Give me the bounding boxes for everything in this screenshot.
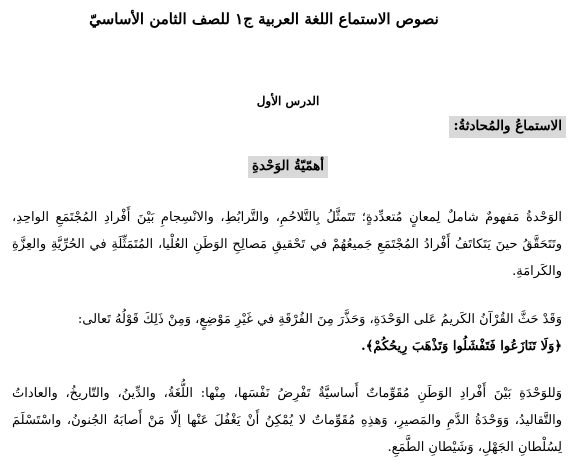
document-title: نصوص الاستماع اللغة العربية ج١ للصف الثامن الأساسيّ	[89, 10, 439, 28]
paragraph-2	[12, 306, 562, 360]
paragraph-1: الوَحْدةُ مَفهومٌ شاملٌ لِمعانٍ مُتعدِّدةٍ؛ تَتَمثَّلُ بِالتَّلاحُمِ، والتَّرابُطِ، والانْسِجامِ بَيْنَ أَفْرادِ المُجْتَمَعِ الواحِدِ، وتَتَحَقَّقُ حينَ يَتَكاتَفُ أَفْرادُ المُجْتَمَعِ جَميعُهُمْ في تَحْقيقِ مَصالِحِ الوَطَنِ العُلْيا، المُتَمَثِّلَةِ في الحُرِّيَّةِ والعِزَّةِ والكَرامَةِ.	[12, 210, 562, 279]
paragraph-2-text: وَقَدْ حَثَّ القُرْآنُ الكَريمُ عَلى الوَحْدَةِ، وَحَذَّرَ مِنَ الفُرْقَةِ في غَيْرِ مَوْضِعٍ، وَمِنْ ذَلِكَ قَوْلُهُ تَعالى:	[77, 312, 562, 327]
paragraph-3: وَللوَحْدَةِ بَيْنَ أَفْرادِ الوَطَنِ مُقَوِّماتٌ أَساسيَّةٌ تَفْرِضُ نَفْسَها، مِنْها: اللُّغَةُ، والدِّينُ، والتّاريخُ، والعاداتُ والتَّقاليدُ، وَوَحْدَةُ الدَّمِ والمَصيرِ، وَهذِهِ مُقَوِّماتٌ لا يُمْكِنُ أَنْ يَغْفُلَ عَنْها إلّا مَنْ أَصابَهُ الجُنونُ، واسْتَسْلَمَ لِسُلْطانِ الجَهْلِ، وَشَيْطانِ الطَّمَعِ.	[12, 386, 562, 455]
topic-title-row	[0, 155, 576, 174]
topic-title: أهمّيّةُ الوَحْدةِ	[248, 156, 328, 178]
lesson-title: الدرس الأول	[256, 94, 320, 108]
section-heading: الاستماعُ والمُحادثةُ:	[449, 116, 566, 138]
quran-quote: ﴿وَلَا تَنَازَعُوا فَتَفْشَلُوا وَتَذْهَبَ رِيحُكُمْ﴾.	[361, 339, 562, 354]
